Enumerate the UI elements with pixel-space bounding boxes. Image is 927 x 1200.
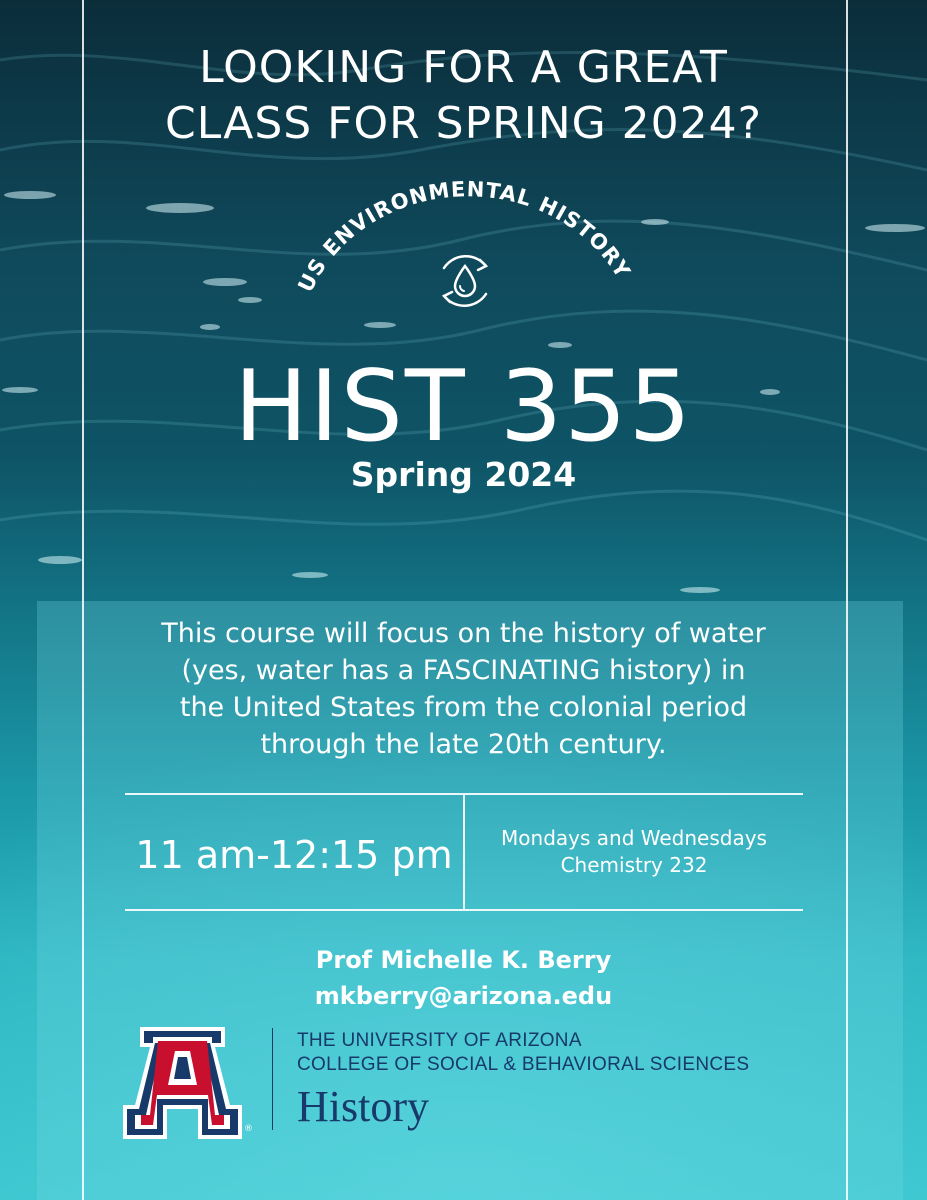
department-name: History: [297, 1082, 429, 1131]
instructor-name: Prof Michelle K. Berry: [315, 946, 612, 974]
schedule-bottom-rule: [125, 909, 803, 911]
description-line-3: the United States from the colonial period: [179, 692, 748, 723]
water-drop-cycle-icon: [430, 246, 500, 316]
class-time: 11 am-12:15 pm: [135, 833, 453, 877]
description-line-2: (yes, water has a FASCINATING history) in: [181, 655, 746, 686]
class-days: Mondays and Wednesdays: [501, 826, 767, 850]
course-description: [60, 615, 867, 763]
instructor-email: mkberry@arizona.edu: [314, 982, 613, 1010]
headline: [0, 40, 927, 152]
university-of-arizona-logo: [120, 1027, 245, 1142]
class-room: Chemistry 232: [560, 853, 708, 877]
headline-line-1: LOOKING FOR A GREAT: [199, 42, 728, 93]
description-line-4: through the late 20th century.: [260, 729, 667, 760]
instructor-contact: [0, 942, 927, 1014]
description-line-1: This course will focus on the history of water: [161, 618, 766, 649]
course-subtitle: US ENVIRONMENTAL HISTORY: [293, 177, 636, 296]
class-days-location: [465, 825, 803, 879]
course-term: Spring 2024: [350, 455, 577, 494]
logo-divider: [272, 1028, 273, 1130]
headline-line-2: CLASS FOR SPRING 2024?: [164, 98, 763, 149]
course-number: HIST 355: [234, 350, 693, 464]
university-college-name: [297, 1029, 749, 1077]
registered-mark: ®: [244, 1124, 253, 1134]
college-name: COLLEGE OF SOCIAL & BEHAVIORAL SCIENCES: [297, 1054, 750, 1075]
university-name: THE UNIVERSITY OF ARIZONA: [297, 1030, 582, 1051]
